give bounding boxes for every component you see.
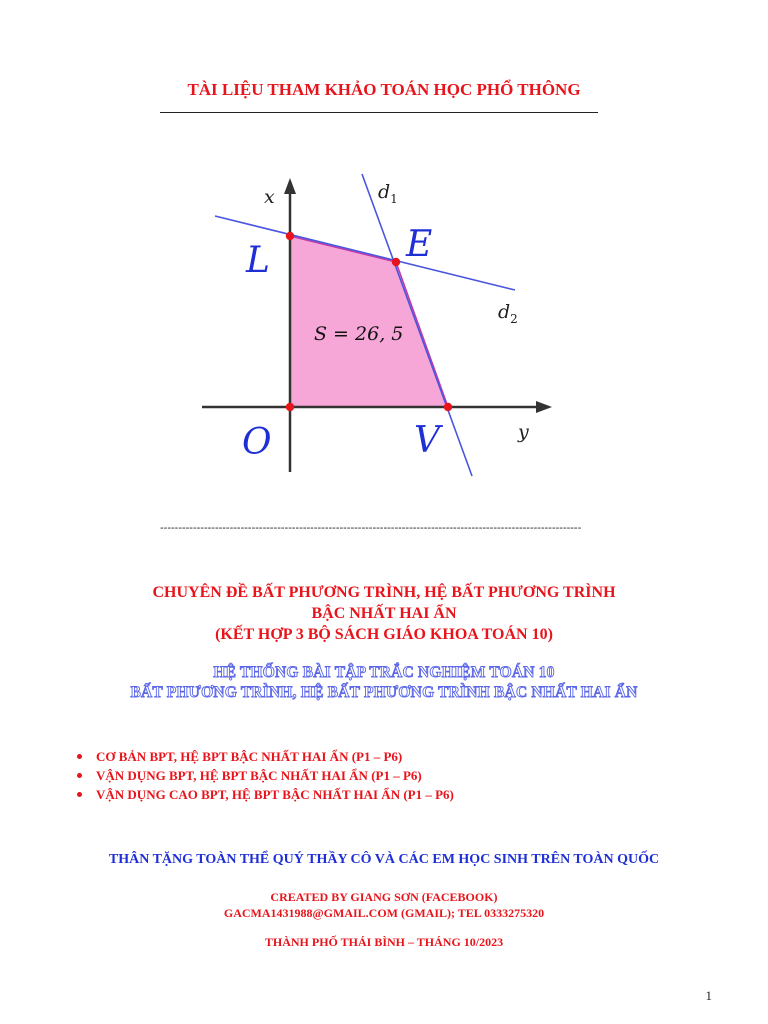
topic-line-3: (KẾT HỢP 3 BỘ SÁCH GIÁO KHOA TOÁN 10) [215, 626, 553, 643]
axis-y-label: y [518, 421, 529, 443]
credits-block [0, 889, 768, 921]
credit-location-date: THÀNH PHỐ THÁI BÌNH – THÁNG 10/2023 [264, 935, 504, 949]
topic-heading [0, 582, 768, 645]
line-d1-label: $d_1$ [378, 181, 398, 206]
title-underline [160, 112, 598, 113]
page-number: 1 [705, 988, 712, 1003]
horizontal-axis-arrow [536, 401, 552, 413]
contents-list [74, 747, 454, 804]
subtitle-line-1: HỆ THỐNG BÀI TẬP TRẮC NGHIỆM TOÁN 10 [213, 664, 555, 681]
document-title: TÀI LIỆU THAM KHẢO TOÁN HỌC PHỔ THÔNG [187, 80, 581, 99]
area-label: S = 26, 5 [314, 323, 404, 345]
axis-x-label: x [264, 186, 275, 208]
vertical-axis-arrow [284, 178, 296, 194]
point-v-label: V [414, 420, 440, 461]
section-divider: ------------------------------------------------------------------------------------------------------------------- [160, 522, 582, 534]
topic-line-2: BẬC NHẤT HAI ẨN [311, 605, 457, 622]
credit-author: CREATED BY GIANG SƠN (FACEBOOK) [270, 890, 498, 904]
list-item: CƠ BẢN BPT, HỆ BPT BẬC NHẤT HAI ẨN (P1 – P6) [74, 747, 454, 766]
point-l-label: L [246, 240, 270, 281]
subtitle-line-2: BẤT PHƯƠNG TRÌNH, HỆ BẤT PHƯƠNG TRÌNH BẬC NHẤT HAI ẨN [130, 684, 638, 701]
topic-line-1: CHUYÊN ĐỀ BẤT PHƯƠNG TRÌNH, HỆ BẤT PHƯƠNG TRÌNH [152, 584, 616, 601]
point-v [444, 403, 452, 411]
line-d2-label: $d_2$ [498, 301, 518, 326]
list-item: VẬN DỤNG BPT, HỆ BPT BẬC NHẤT HAI ẨN (P1 – P6) [74, 766, 454, 785]
dedication-line: THÂN TẶNG TOÀN THỂ QUÝ THẦY CÔ VÀ CÁC EM HỌC SINH TRÊN TOÀN QUỐC [108, 852, 660, 867]
credit-contact: GACMA1431988@GMAIL.COM (GMAIL); TEL 0333275320 [223, 906, 545, 920]
point-e [392, 258, 400, 266]
outlined-subtitle [0, 663, 768, 703]
point-l [286, 232, 294, 240]
point-e-label: E [406, 224, 433, 265]
feasible-region-figure [190, 170, 570, 480]
point-o-label: O [242, 422, 272, 463]
list-item: VẬN DỤNG CAO BPT, HỆ BPT BẬC NHẤT HAI ẨN (P1 – P6) [74, 785, 454, 804]
point-o [286, 403, 294, 411]
